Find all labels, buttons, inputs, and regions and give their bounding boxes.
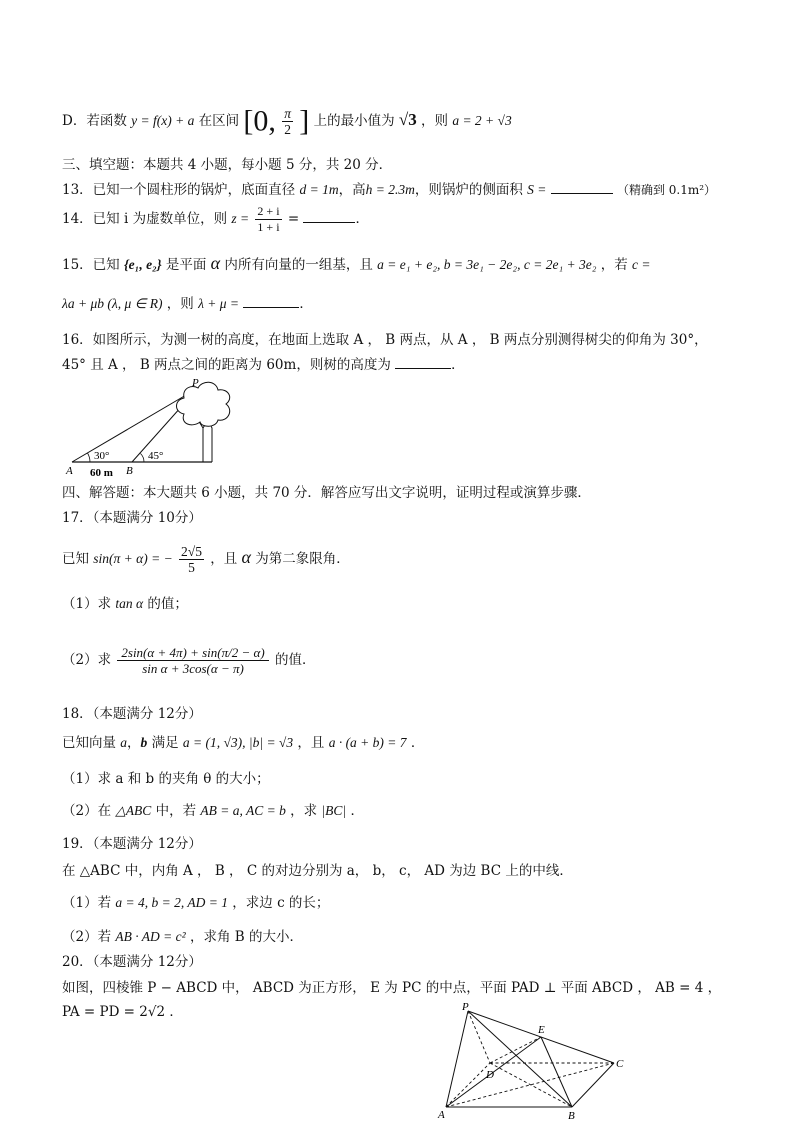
angle-arc-b (141, 454, 145, 463)
option-d (62, 106, 512, 137)
option-d-mid2: 上的最小值为 (313, 113, 395, 129)
q15-expression: λa + μb (λ, μ ∈ R) (62, 296, 163, 311)
q19-p1-label: （1）若 (62, 895, 112, 911)
label-angle-45: 45° (148, 450, 164, 462)
q17-part-1 (62, 595, 188, 613)
q15-line1-b: 是平面 (165, 257, 207, 273)
sight-line-a (72, 388, 198, 462)
q16-end: ． (451, 357, 465, 373)
q18-part-1: （1）求 a 和 b 的夹角 θ 的大小； (62, 771, 270, 787)
q18-given-a: 已知向量 (62, 735, 116, 751)
q13-note: （精确到 0.1m²） (616, 183, 717, 197)
q19-given: 在 △ABC 中，内角 A ， B ， C 的对边分别为 a， b， c， AD 为边 BC 上的中线． (62, 863, 573, 879)
q18-vec-a: a (120, 735, 128, 750)
q19-p1-end: ，求边 c 的长； (232, 895, 330, 911)
q13-tail: ，则锅炉的侧面积 (414, 182, 523, 198)
q14-fraction (255, 204, 281, 235)
q17-part-2 (62, 645, 315, 676)
q16-line-2 (62, 356, 465, 374)
q20-line-2: PA = PD = 2√2 ． (62, 1004, 183, 1020)
q18-part-2 (62, 802, 364, 820)
question-14 (62, 204, 369, 235)
q17-p2-num: 2sin(α + 4π) + sin(π/2 − α) (117, 645, 268, 661)
q15-basis: {e₁, e₂} (123, 257, 162, 272)
q18-triangle: △ABC (115, 803, 152, 818)
interval-open-bracket: [0, (243, 104, 276, 138)
question-15-line-2 (62, 295, 313, 313)
q18-title: 18．（本题满分 12分） (62, 706, 202, 722)
q15-alpha: α (210, 253, 221, 273)
label-p: P (462, 1001, 469, 1013)
q18-given (62, 734, 424, 752)
option-d-label: D．若函数 (62, 113, 127, 129)
q17-given-den: 5 (188, 560, 195, 575)
q14-text: 14．已知 i 为虚数单位，则 (62, 211, 228, 227)
q18-condition-1: a = (1, √3), |b| = √3 (182, 735, 294, 750)
q18-given-c: ，且 (297, 735, 325, 751)
label-b: B (126, 465, 133, 477)
q18-given-b: 满足 (151, 735, 179, 751)
edge-ac-hidden (446, 1063, 614, 1107)
q19-part-2 (62, 928, 303, 946)
q15-answer-blank (243, 307, 299, 308)
q14-denominator: 1 + i (257, 220, 280, 234)
q18-comma: ， (127, 735, 141, 751)
option-d-mid3: ，则 (421, 113, 449, 129)
q14-z: z = (231, 211, 250, 226)
q18-p2-b: 中，若 (155, 803, 197, 819)
q13-sep: ，高 (338, 182, 366, 198)
q16-line2-text: 45° 且 A ， B 两点之间的距离为 60m，则树的高度为 (62, 357, 391, 373)
edge-pd-hidden (468, 1011, 490, 1063)
q17-given-num: 2√5 (181, 544, 202, 559)
q15-line1-a: 15．已知 (62, 257, 120, 273)
q18-p2-end: ． (350, 803, 364, 819)
q17-title: 17．（本题满分 10分） (62, 510, 202, 526)
label-c: C (616, 1058, 624, 1070)
question-15-line-1 (62, 254, 651, 274)
edge-ad-hidden (446, 1063, 490, 1107)
label-p: P (192, 377, 199, 389)
q17-p1-expr: tan α (115, 596, 144, 611)
section-4-header: 四、解答题：本大题共 6 小题，共 70 分．解答应写出文字说明，证明过程或演算步骤． (62, 485, 591, 501)
q17-given-fraction (179, 544, 204, 575)
label-e: E (538, 1024, 545, 1036)
q14-answer-blank (303, 222, 355, 223)
q19-title: 19．（本题满分 12分） (62, 836, 202, 852)
option-d-mid1: 在区间 (198, 113, 240, 129)
q17-given (62, 544, 350, 575)
q14-eq: = (287, 211, 300, 227)
tree-height-figure (60, 376, 240, 478)
q18-end: ． (410, 735, 425, 751)
q13-height: h = 2.3m (365, 182, 415, 197)
edge-pb (468, 1011, 572, 1107)
q13-text: 13．已知一个圆柱形的锅炉，底面直径 (62, 182, 296, 198)
edge-de-hidden (490, 1037, 541, 1063)
tree-canopy (177, 382, 230, 426)
label-a: A (438, 1109, 445, 1121)
q15-line1-c: 内所有向量的一组基，且 (224, 257, 373, 273)
q17-given-a: 已知 (62, 551, 89, 567)
q19-p1-expr: a = 4, b = 2, AD = 1 (115, 895, 228, 910)
q20-line-1: 如图，四棱锥 P − ABCD 中， ABCD 为正方形， E 为 PC 的中点，平面 PAD ⊥ 平面 ABCD ， AB = 4 ， (62, 980, 722, 996)
q15-sum: λ + μ = (198, 296, 240, 311)
option-d-function: y = f(x) + a (131, 113, 195, 128)
q18-p2-abs: |BC| (321, 803, 347, 818)
two-denominator: 2 (284, 122, 291, 137)
label-distance: 60 m (90, 467, 113, 478)
q17-given-c: 为第二象限角． (255, 551, 350, 567)
option-d-minval: √3 (398, 110, 417, 129)
q17-p2-den: sin α + 3cos(α − π) (142, 661, 244, 676)
section-3-header: 三、填空题：本题共 4 小题，每小题 5 分，共 20 分． (62, 157, 393, 173)
q14-numerator: 2 + i (257, 204, 280, 218)
q15-end: ． (299, 296, 313, 312)
q13-answer-blank (551, 193, 613, 194)
q17-alpha: α (241, 547, 251, 567)
q15-c-eq: c = (632, 257, 651, 272)
q19-p2-expr: AB · AD = c² (115, 929, 186, 944)
q18-p2-a: （2）在 (62, 803, 112, 819)
q17-p1-end: 的值； (147, 596, 188, 612)
label-d: D (486, 1069, 494, 1081)
pi-over-2 (282, 106, 293, 137)
q17-p1-label: （1）求 (62, 596, 112, 612)
pyramid-figure (432, 1000, 632, 1122)
pi-numerator: π (284, 106, 291, 121)
q18-vec-b: b (140, 735, 148, 750)
label-b: B (568, 1110, 575, 1122)
q13-diameter: d = 1m (299, 182, 339, 197)
edge-eb (541, 1037, 572, 1107)
q15-vectors: a = e₁ + e₂, b = 3e₁ − 2e₂, c = 2e₁ + 3e₂ (377, 257, 597, 272)
label-angle-30: 30° (94, 450, 110, 462)
q16-line-1: 16．如图所示，为测一树的高度，在地面上选取 A ， B 两点，从 A ， B 两点分别测得树尖的仰角为 30°， (62, 332, 708, 348)
q15-line1-d: ，若 (600, 257, 628, 273)
q16-answer-blank (395, 368, 451, 369)
label-a: A (66, 465, 73, 477)
q14-end: ． (355, 211, 369, 227)
q17-p2-end: 的值． (274, 652, 316, 668)
edge-bc (572, 1063, 614, 1107)
option-d-result: a = 2 + √3 (452, 113, 512, 128)
q19-p2-label: （2）若 (62, 929, 112, 945)
q13-area-symbol: S = (527, 182, 547, 197)
q19-p2-end: ，求角 B 的大小． (189, 929, 303, 945)
q18-condition-2: a · (a + b) = 7 (328, 735, 407, 750)
q17-p2-label: （2）求 (62, 652, 112, 668)
q18-p2-expr: AB = a, AC = b (200, 803, 286, 818)
q19-part-1 (62, 894, 329, 912)
angle-arc-a (88, 453, 91, 462)
q18-p2-c: ，求 (290, 803, 318, 819)
q17-given-b: ，且 (210, 551, 238, 567)
q17-p2-fraction (117, 645, 268, 676)
q17-given-expr: sin(π + α) = − (93, 551, 173, 566)
interval-close-bracket: ] (299, 104, 310, 138)
question-13 (62, 181, 716, 199)
q20-title: 20．（本题满分 12分） (62, 954, 202, 970)
q15-line2-b: ，则 (166, 296, 194, 312)
